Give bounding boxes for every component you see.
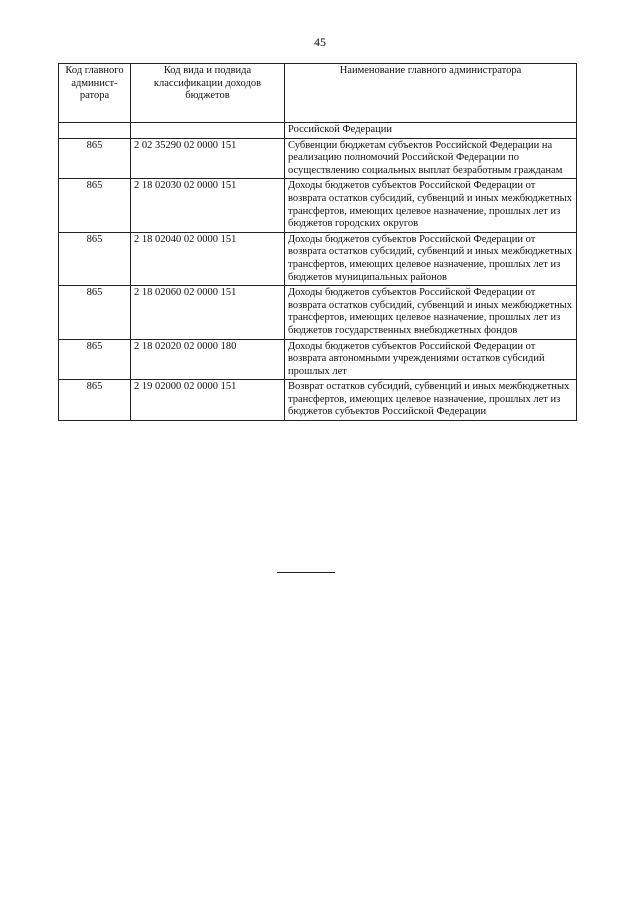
admin-name-cell: Доходы бюджетов субъектов Российской Федерации от возврата остатков субсидий, субвенций и иных межбюджетных трансфертов, имеющих целевое назначение, прошлых лет из бюджетов муниципальных районов [285, 232, 577, 285]
admin-name-cell: Доходы бюджетов субъектов Российской Федерации от возврата автономными учреждениями остатков субсидий прошлых лет [285, 339, 577, 380]
table-row [59, 380, 577, 421]
classification-code-cell: 2 02 35290 02 0000 151 [131, 138, 285, 179]
table-header-row [59, 64, 577, 123]
table-row [59, 286, 577, 339]
admin-code-cell: 865 [59, 339, 131, 380]
admin-name-cell: Субвенции бюджетам субъектов Российской Федерации на реализацию полномочий Российской Федерации по осуществлению социальных выплат безработным гражданам [285, 138, 577, 179]
header-admin-name: Наименование главного администратора [285, 64, 577, 123]
admin-name-cell: Доходы бюджетов субъектов Российской Федерации от возврата остатков субсидий, субвенций и иных межбюджетных трансфертов, имеющих целевое назначение, прошлых лет из бюджетов городских округов [285, 179, 577, 232]
classification-code-cell: 2 18 02040 02 0000 151 [131, 232, 285, 285]
table-row [59, 232, 577, 285]
admin-name-cell: Возврат остатков субсидий, субвенций и иных межбюджетных трансфертов, имеющих целевое назначение, прошлых лет из бюджетов субъектов Российской Федерации [285, 380, 577, 421]
header-classification-code: Код вида и подвида классификации доходов бюджетов [131, 64, 285, 123]
continuation-admin-code [59, 123, 131, 139]
admin-code-cell: 865 [59, 232, 131, 285]
admin-name-cell: Доходы бюджетов субъектов Российской Федерации от возврата остатков субсидий, субвенций и иных межбюджетных трансфертов, имеющих целевое назначение, прошлых лет из бюджетов государственных внебюджетных фондов [285, 286, 577, 339]
admin-code-cell: 865 [59, 179, 131, 232]
header-admin-code: Код главного админист-ратора [59, 64, 131, 123]
table-continuation-row [59, 123, 577, 139]
admin-code-cell: 865 [59, 380, 131, 421]
continuation-admin-name: Российской Федерации [285, 123, 577, 139]
table-row [59, 138, 577, 179]
table-row [59, 179, 577, 232]
table-row [59, 339, 577, 380]
classification-code-cell: 2 19 02000 02 0000 151 [131, 380, 285, 421]
revenue-administrators-table [58, 63, 577, 421]
classification-code-cell: 2 18 02060 02 0000 151 [131, 286, 285, 339]
classification-code-cell: 2 18 02020 02 0000 180 [131, 339, 285, 380]
admin-code-cell: 865 [59, 286, 131, 339]
closing-rule [277, 572, 335, 573]
continuation-classification-code [131, 123, 285, 139]
classification-code-cell: 2 18 02030 02 0000 151 [131, 179, 285, 232]
admin-code-cell: 865 [59, 138, 131, 179]
page-number: 45 [314, 35, 326, 49]
